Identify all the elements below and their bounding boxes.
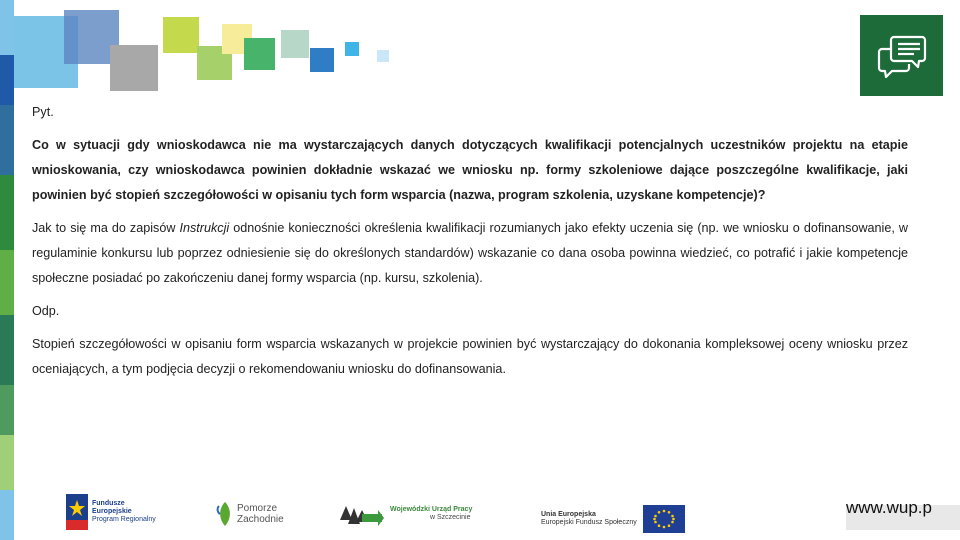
question-label: Pyt.	[32, 105, 54, 119]
leaf-icon	[216, 500, 234, 528]
deco-square	[345, 42, 359, 56]
eu-flag-icon	[643, 505, 685, 533]
left-stripe	[0, 250, 14, 315]
wup-logo	[338, 500, 472, 528]
left-stripe	[0, 385, 14, 435]
fe-star-icon	[66, 494, 88, 530]
chat-bubbles-icon	[860, 15, 943, 96]
left-stripe	[0, 175, 14, 250]
answer-label: Odp.	[32, 304, 60, 318]
deco-square	[377, 50, 389, 62]
pz-line1: Pomorze	[237, 503, 278, 514]
pz-line2: Zachodnie	[237, 514, 284, 525]
chat-box	[860, 15, 943, 96]
ue-line1: Unia Europejska	[541, 511, 596, 518]
left-stripe	[0, 105, 14, 175]
deco-square	[110, 45, 158, 91]
followup-text	[32, 216, 908, 291]
fundusze-europejskie-logo	[66, 494, 156, 530]
fe-line3: Program Regionalny	[92, 516, 156, 523]
left-stripe	[0, 435, 14, 490]
fe-line2: Europejskie	[92, 508, 132, 515]
left-stripe	[0, 0, 14, 55]
left-stripe	[0, 55, 14, 105]
deco-square	[244, 38, 275, 70]
wup-emblem-icon	[338, 500, 384, 528]
left-stripe	[0, 315, 14, 385]
followup-before: Jak to się ma do zapisów	[32, 221, 180, 235]
wup-line1: Wojewódzki Urząd Pracy	[390, 506, 473, 513]
deco-square	[310, 48, 334, 72]
followup-italic: Instrukcji	[179, 221, 230, 235]
ue-line2: Europejski Fundusz Społeczny	[541, 519, 637, 526]
left-stripe	[0, 490, 14, 540]
qa-content	[32, 100, 908, 382]
followup-after: odnośnie konieczności określenia kwalifikacji rozumianych jako efekty uczenia się (np. we wniosku o dofinansowanie, w regulaminie konkursu lub poprzez odniesienie się do określonych standardów) wskazanie co dana osoba powinna wiedzieć, co potrafić i jakie kompetencje społeczne posiadać po zakończeniu danej formy wsparcia (np. kursu, szkolenia).	[32, 221, 908, 285]
website-url[interactable]: www.wup.p	[846, 498, 932, 517]
question-text: Co w sytuacji gdy wnioskodawca nie ma wystarczających danych dotyczących kwalifikacji potencjalnych uczestników projektu na etapie wnioskowania, czy wnioskodawca powinien dokładnie wskazać we wniosku np. formy szkoleniowe dające poszczególne kwalifikacje, jaki powinien być stopień szczegółowości w opisaniu tych form wsparcia (nazwa, program szkolenia, uzyskane kompetencje)?	[32, 138, 908, 202]
unia-europejska-logo	[541, 505, 685, 533]
answer-text: Stopień szczegółowości w opisaniu form wsparcia wskazanych w projekcie powinien być wystarczający do dokonania kompleksowej oceny wniosku przez oceniających, a tym podjęcia decyzji o rekomendowaniu wniosku do dofinansowania.	[32, 337, 908, 376]
pomorze-zachodnie-logo	[216, 500, 284, 528]
deco-square	[163, 17, 199, 53]
deco-square	[281, 30, 309, 58]
fe-line1: Fundusze	[92, 500, 125, 507]
wup-line2: w Szczecinie	[430, 514, 471, 521]
